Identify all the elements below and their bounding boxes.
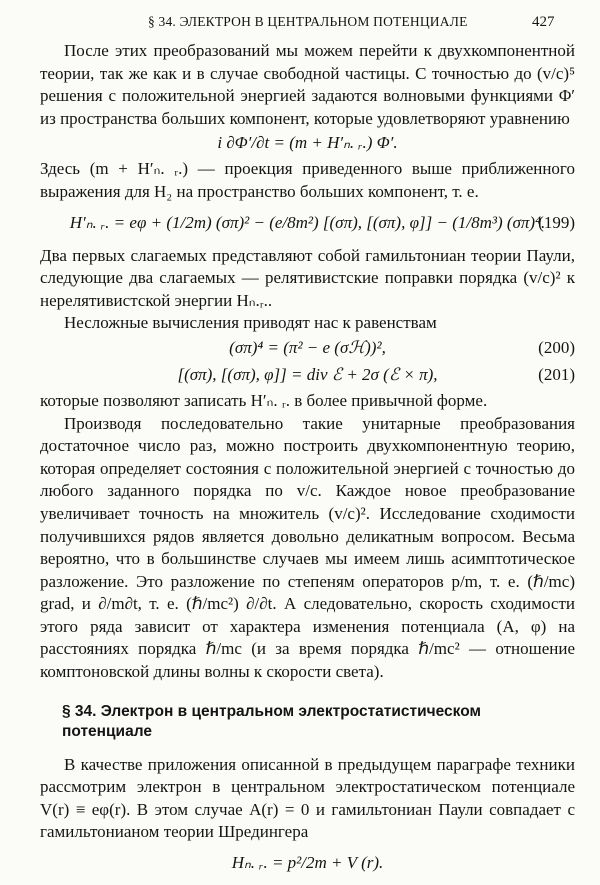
- equation-number: (201): [538, 364, 575, 384]
- page-body: [40, 40, 575, 885]
- paragraph-2: Здесь (m + H′ₙ. ᵣ.) — проекция приведенного выше приближенного выражения для H₂ на пространство больших компонент, т. е.: [40, 159, 575, 201]
- paragraph-6: Производя последовательно такие унитарные преобразования достаточное число раз, можно построить двухкомпонентную теорию, которая определяет состояния с положительной энергией с точностью до любого заданного порядка по v/c. Каждое новое преобразование увеличивает точность на множитель (v/c)². Исследование сходимости получившихся рядов является довольно деликатным вопросом. Весьма вероятно, что в большинстве случаев мы имеем лишь асимптотическое разложение. Это разложение по степеням операторов p/m, т. е. (ℏ/mc) grad, и ∂/m∂t, т. е. (ℏ/mc²) ∂/∂t. А следовательно, скорость сходимости этого ряда зависит от характера изменения потенциала (A, φ) на расстояниях порядка ℏ/mc (и за время порядка ℏ/mc² — отношение комптоновской длины волны к скорости света).: [40, 413, 575, 682]
- paragraph-1: После этих преобразований мы можем перейти к двухкомпонентной теории, так же как и в случае свободной частицы. С точностью до (v/c)⁵ решения с положительной энергией задаются волновыми функциями Φ′ из пространства больших компонент, которые удовлетворяют уравнению: [40, 41, 575, 128]
- equation-text: i ∂Φ′/∂t = (m + H′ₙ. ᵣ.) Φ′.: [217, 133, 398, 153]
- equation-number: (199): [538, 212, 575, 232]
- equation-hamiltonian: [40, 846, 575, 880]
- running-title: § 34. ЭЛЕКТРОН В ЦЕНТРАЛЬНОМ ПОТЕНЦИАЛЕ: [148, 14, 468, 29]
- equation-201: [40, 363, 575, 387]
- equation-schrodinger: [40, 131, 575, 155]
- equation-text: H′ₙ. ᵣ. = eφ + (1/2m) (σπ)² − (e/8m²) [(σπ), [(σπ), φ]] − (1/8m³) (σπ)⁴.: [69, 212, 546, 232]
- paragraph-5: которые позволяют записать H′ₙ. ᵣ. в более привычной форме.: [40, 390, 488, 410]
- paragraph-7: В качестве приложения описанной в предыдущем параграфе техники рассмотрим электрон в центральном электростатическом потенциале V(r) ≡ eφ(r). В этом случае A(r) = 0 и гамильтониан Паули совпадает с гамильтонианом теории Шредингера: [40, 754, 575, 842]
- paragraph-4: Несложные вычисления приводят нас к равенствам: [64, 313, 437, 333]
- equation-text: Hₙ. ᵣ. = p²/2m + V (r).: [231, 853, 384, 873]
- equation-200: [40, 336, 575, 360]
- equation-text: [(σπ), [(σπ), φ]] = div ℰ + 2σ (ℰ × π),: [177, 364, 438, 384]
- section-heading: § 34. Электрон в центральном электростатистическом потенциале: [62, 702, 481, 740]
- page-header: [0, 14, 600, 36]
- equation-text: (σπ)⁴ = (π² − e (σℋ))²,: [229, 337, 386, 357]
- paragraph-3: Два первых слагаемых представляют собой гамильтониан теории Паули, следующие два слагаемых — релятивистские поправки порядка (v/c)² к нерелятивистской энергии Hₙ.ᵣ..: [40, 245, 575, 310]
- page-number: 427: [532, 14, 555, 30]
- equation-number: (200): [538, 337, 575, 357]
- equation-199: [40, 206, 575, 240]
